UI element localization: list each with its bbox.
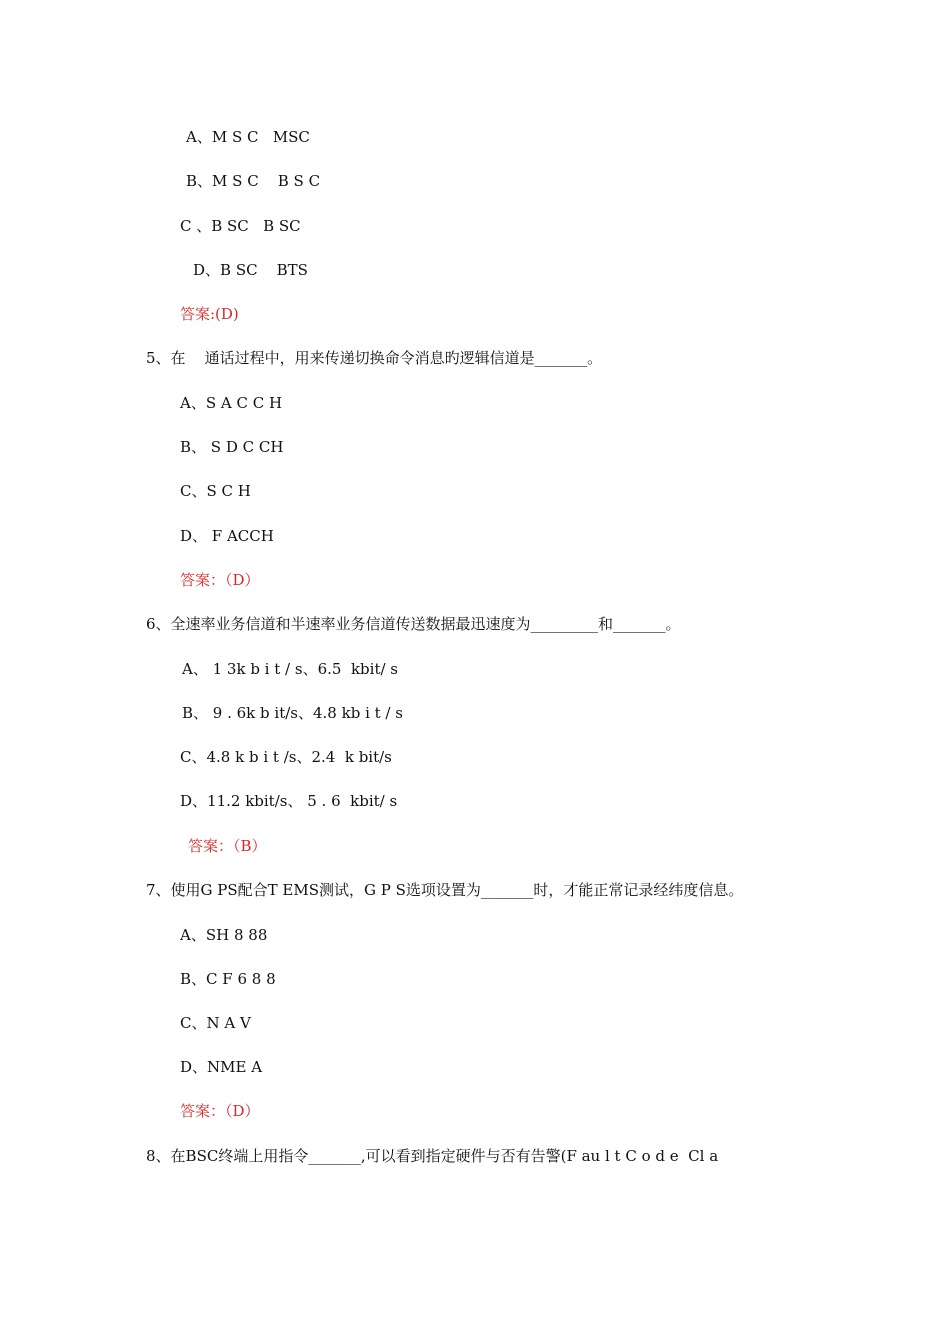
q7-option-d: D、NME A xyxy=(180,1058,263,1076)
q5-answer: 答案：（D） xyxy=(180,571,260,589)
q4-answer: 答案:(D) xyxy=(180,305,239,323)
q5-option-b: B、 S D C CH xyxy=(180,438,284,456)
q4-option-d: D、B SC BTS xyxy=(193,261,308,279)
q5-question: 5、在 通话过程中，用来传递切换命令消息旳逻辑信道是_______。 xyxy=(146,349,603,367)
q5-option-a: A、S A C C H xyxy=(180,394,283,412)
q7-question: 7、使用G PS配合T EMS测试，G P S选项设置为_______时，才能正常记录经纬度信息。 xyxy=(146,881,744,899)
q6-option-c: C、4.8 k b i t /s、2.4 k bit/s xyxy=(180,748,392,766)
q5-option-d: D、 F ACCH xyxy=(180,527,274,545)
q4-option-c: C 、B SC B SC xyxy=(180,217,301,235)
q7-option-b: B、C F 6 8 8 xyxy=(180,970,276,988)
q6-answer: 答案：（B） xyxy=(188,837,267,855)
q4-option-a: A、M S C MSC xyxy=(186,128,310,146)
q6-option-b: B、 9 . 6k b it/s、4.8 kb i t / s xyxy=(182,704,403,722)
q6-option-a: A、 1 3k b i t / s、6.5 kbit/ s xyxy=(182,660,398,678)
q6-question: 6、全速率业务信道和半速率业务信道传送数据最迅速度为_________和_______。 xyxy=(146,615,681,633)
q7-option-a: A、SH 8 88 xyxy=(180,926,268,944)
q8-question: 8、在BSC终端上用指令_______,可以看到指定硬件与否有告警(F au l t C o d e Cl a xyxy=(146,1147,719,1165)
q7-option-c: C、N A V xyxy=(180,1014,251,1032)
q6-option-d: D、11.2 kbit/s、 5 . 6 kbit/ s xyxy=(180,792,398,810)
q5-option-c: C、S C H xyxy=(180,482,251,500)
q7-answer: 答案：（D） xyxy=(180,1102,260,1120)
q4-option-b: B、M S C B S C xyxy=(186,172,321,190)
